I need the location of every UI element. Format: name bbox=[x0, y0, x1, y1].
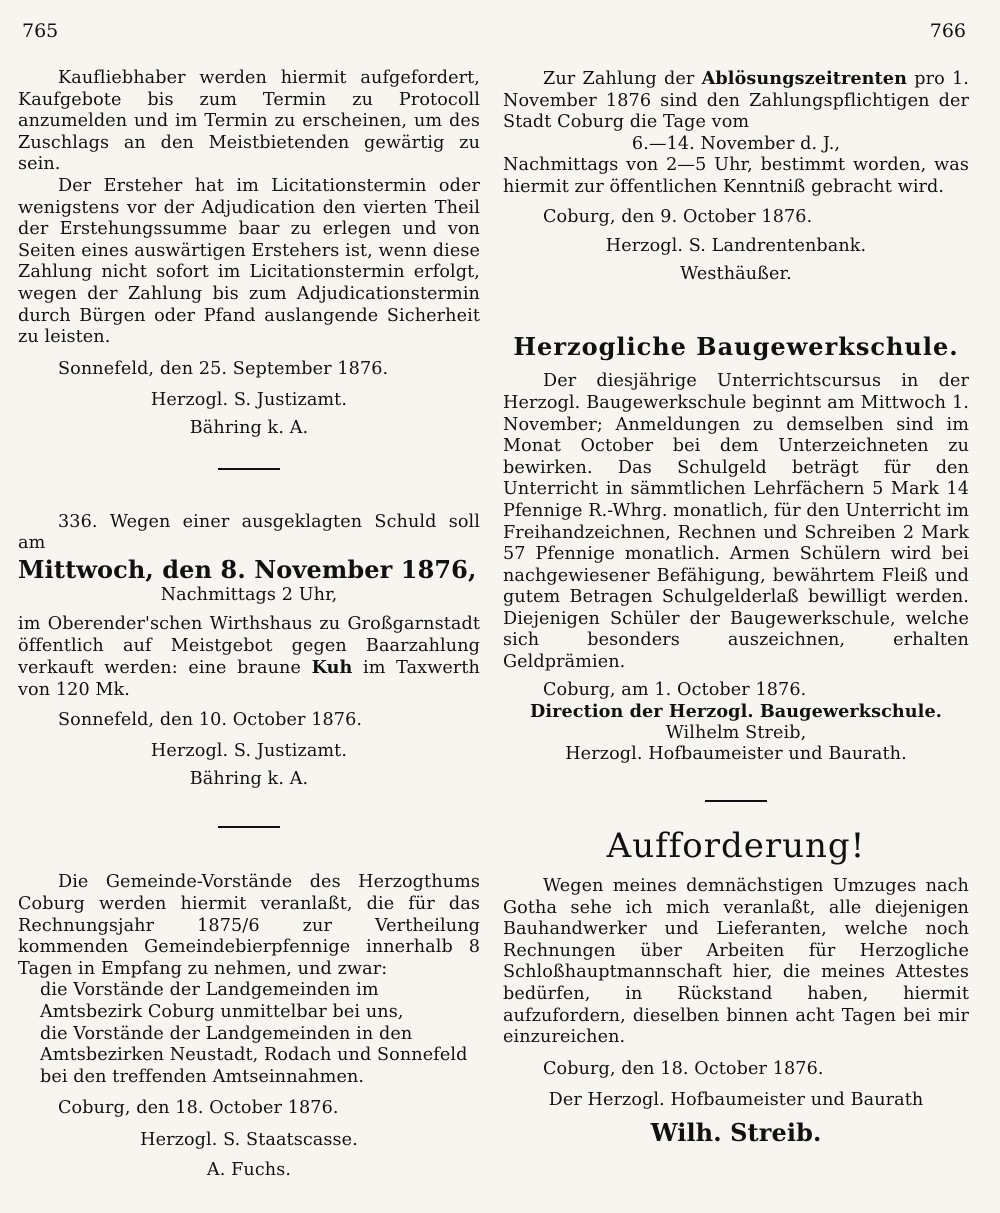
signatory-title: Herzogl. Hofbaumeister und Baurath. bbox=[565, 744, 907, 765]
left-column bbox=[18, 68, 480, 1181]
list-item: die Vorstände der Landgemeinden im Amtsbezirk Coburg unmittelbar bei uns, bbox=[40, 980, 404, 1022]
recipients-list bbox=[18, 980, 480, 1088]
notice-paragraph: Der diesjährige Unterrichtscursus in der Herzogl. Baugewerkschule beginnt am Mittwoch 1. November; Anmeldungen zu demselben sind im Monat October bei dem Unterzeichneten zu bewirken. Das Schulgeld beträgt für den Unterricht in sämmtlichen Lehrfächern 5 Mark 14 Pfennige R.-Whrg. monatlich, für den Unterricht im Freihandzeichnen, Rechnen und Schreiben 2 Mark 57 Pfennige monatlich. Armen Schülern wird bei nachgewiesener Befähigung, bewährtem Fleiß und gutem Betragen Schulgelderlaß bewilligt werden. Diejenigen Schüler der Baugewerkschule, welche sich besonders auszeichnen, erhalten Geldprämien. bbox=[503, 371, 969, 673]
place-date: Coburg, den 18. October 1876. bbox=[58, 1098, 339, 1119]
signature: A. Fuchs. bbox=[206, 1159, 292, 1180]
notice-paragraph: Kaufliebhaber werden hiermit aufgefordert, Kaufgebote bis zum Termin zu Protocoll anzumelden und im Termin zu erscheinen, um des Zuschlags an den Meistbietenden gewärtig zu sein. bbox=[18, 68, 480, 175]
authority: Herzogl. S. Justizamt. bbox=[150, 741, 348, 762]
signature: Wilh. Streib. bbox=[650, 1117, 822, 1147]
divider bbox=[705, 800, 767, 802]
place-date: Sonnefeld, den 25. September 1876. bbox=[58, 358, 389, 379]
notice-text: Zur Zahlung der bbox=[543, 69, 695, 89]
right-column bbox=[503, 68, 969, 1148]
auction-date: Mittwoch, den 8. November 1876, bbox=[18, 554, 477, 584]
divider bbox=[218, 468, 280, 470]
notice-building-school bbox=[503, 331, 969, 766]
auction-time: Nachmittags 2 Uhr, bbox=[160, 584, 338, 605]
notice-heading: Herzogliche Baugewerkschule. bbox=[513, 332, 959, 362]
notice-paragraph: Nachmittags von 2—5 Uhr, bestimmt worden, was hiermit zur öffentlichen Kenntniß gebracht wird. bbox=[503, 155, 969, 197]
authority: Herzogl. S. Justizamt. bbox=[150, 390, 348, 411]
notice-paragraph: Die Gemeinde-Vorstände des Herzogthums Coburg werden hiermit veranlaßt, die für das Rechnungsjahr 1875/6 zur Vertheilung kommenden Gemeindebierpfennige innerhalb 8 Tagen in Empfang zu nehmen, und zwar: bbox=[18, 872, 480, 979]
notice-cow-auction bbox=[18, 512, 480, 791]
notice-paragraph bbox=[503, 68, 969, 134]
authority: Direction der Herzogl. Baugewerkschule. bbox=[530, 701, 942, 723]
authority: Herzogl. S. Landrentenbank. bbox=[605, 236, 867, 257]
notice-paragraph: Der Ersteher hat im Licitationstermin oder wenigstens vor der Adjudication den vierten Theil der Erstehungssumme baar zu erlegen und von Seiten eines auswärtigen Erstehers ist, wenn diese Zahlung nicht sofort im Licitationstermin erfolgt, wegen der Zahlung bis zum Adjudicationstermin durch Bürgen oder Pfand auslangende Sicherheit zu leisten. bbox=[18, 175, 480, 348]
notice-heading: Aufforderung! bbox=[606, 826, 866, 867]
place-date: Coburg, den 9. October 1876. bbox=[543, 206, 813, 227]
place-date: Coburg, am 1. October 1876. bbox=[543, 679, 807, 700]
place-date: Sonnefeld, den 10. October 1876. bbox=[58, 709, 363, 730]
page-number-left: 765 bbox=[22, 20, 59, 42]
notice-paragraph: Wegen meines demnächstigen Umzuges nach Gotha sehe ich mich veranlaßt, alle diejenigen Bauhandwerker und Lieferanten, welche noch Rechnungen über Arbeiten für Herzogliche Schloßhauptmannschaft hier, die meines Attestes bedürfen, in Rückstand haben, hiermit aufzufordern, dieselben binnen acht Tagen bei mir einzureichen. bbox=[503, 876, 969, 1048]
auction-item: Kuh bbox=[311, 657, 353, 679]
signature: Bähring k. A. bbox=[189, 768, 309, 789]
payment-dates: 6.—14. November d. J., bbox=[631, 133, 841, 154]
place-date: Coburg, den 18. October 1876. bbox=[543, 1058, 824, 1079]
notice-call-for-invoices bbox=[503, 824, 969, 1148]
notice-auction-conditions bbox=[18, 68, 480, 440]
signature: Westhäußer. bbox=[680, 263, 792, 284]
notice-keyword: Ablösungszeitrenten bbox=[701, 68, 907, 89]
notice-text: pro 1. November 1876 sind den Zahlungspflichtigen der Stadt Coburg die Tage vom bbox=[503, 69, 969, 133]
list-item: die Vorstände der Landgemeinden in den Amtsbezirken Neustadt, Rodach und Sonnefeld bei den treffenden Amtseinnahmen. bbox=[40, 1023, 468, 1087]
notice-redemption-rents bbox=[503, 68, 969, 285]
authority: Der Herzogl. Hofbaumeister und Baurath bbox=[548, 1090, 924, 1111]
notice-text: im Oberender'schen Wirthshaus zu Großgarnstadt öffentlich auf Meistgebot gegen Baarzahlung verkauft werden: eine braune bbox=[18, 614, 480, 679]
notice-intro: 336. Wegen einer ausgeklagten Schuld soll am bbox=[18, 511, 480, 554]
divider bbox=[218, 826, 280, 828]
notice-beer-pennies bbox=[18, 872, 480, 1181]
signature: Bähring k. A. bbox=[189, 417, 309, 438]
notice-paragraph bbox=[18, 614, 480, 701]
authority: Herzogl. S. Staatscasse. bbox=[140, 1129, 358, 1150]
notice-text: im Taxwerth von 120 Mk. bbox=[18, 658, 480, 701]
page-number-right: 766 bbox=[929, 20, 966, 42]
signature: Wilhelm Streib, bbox=[665, 722, 807, 743]
